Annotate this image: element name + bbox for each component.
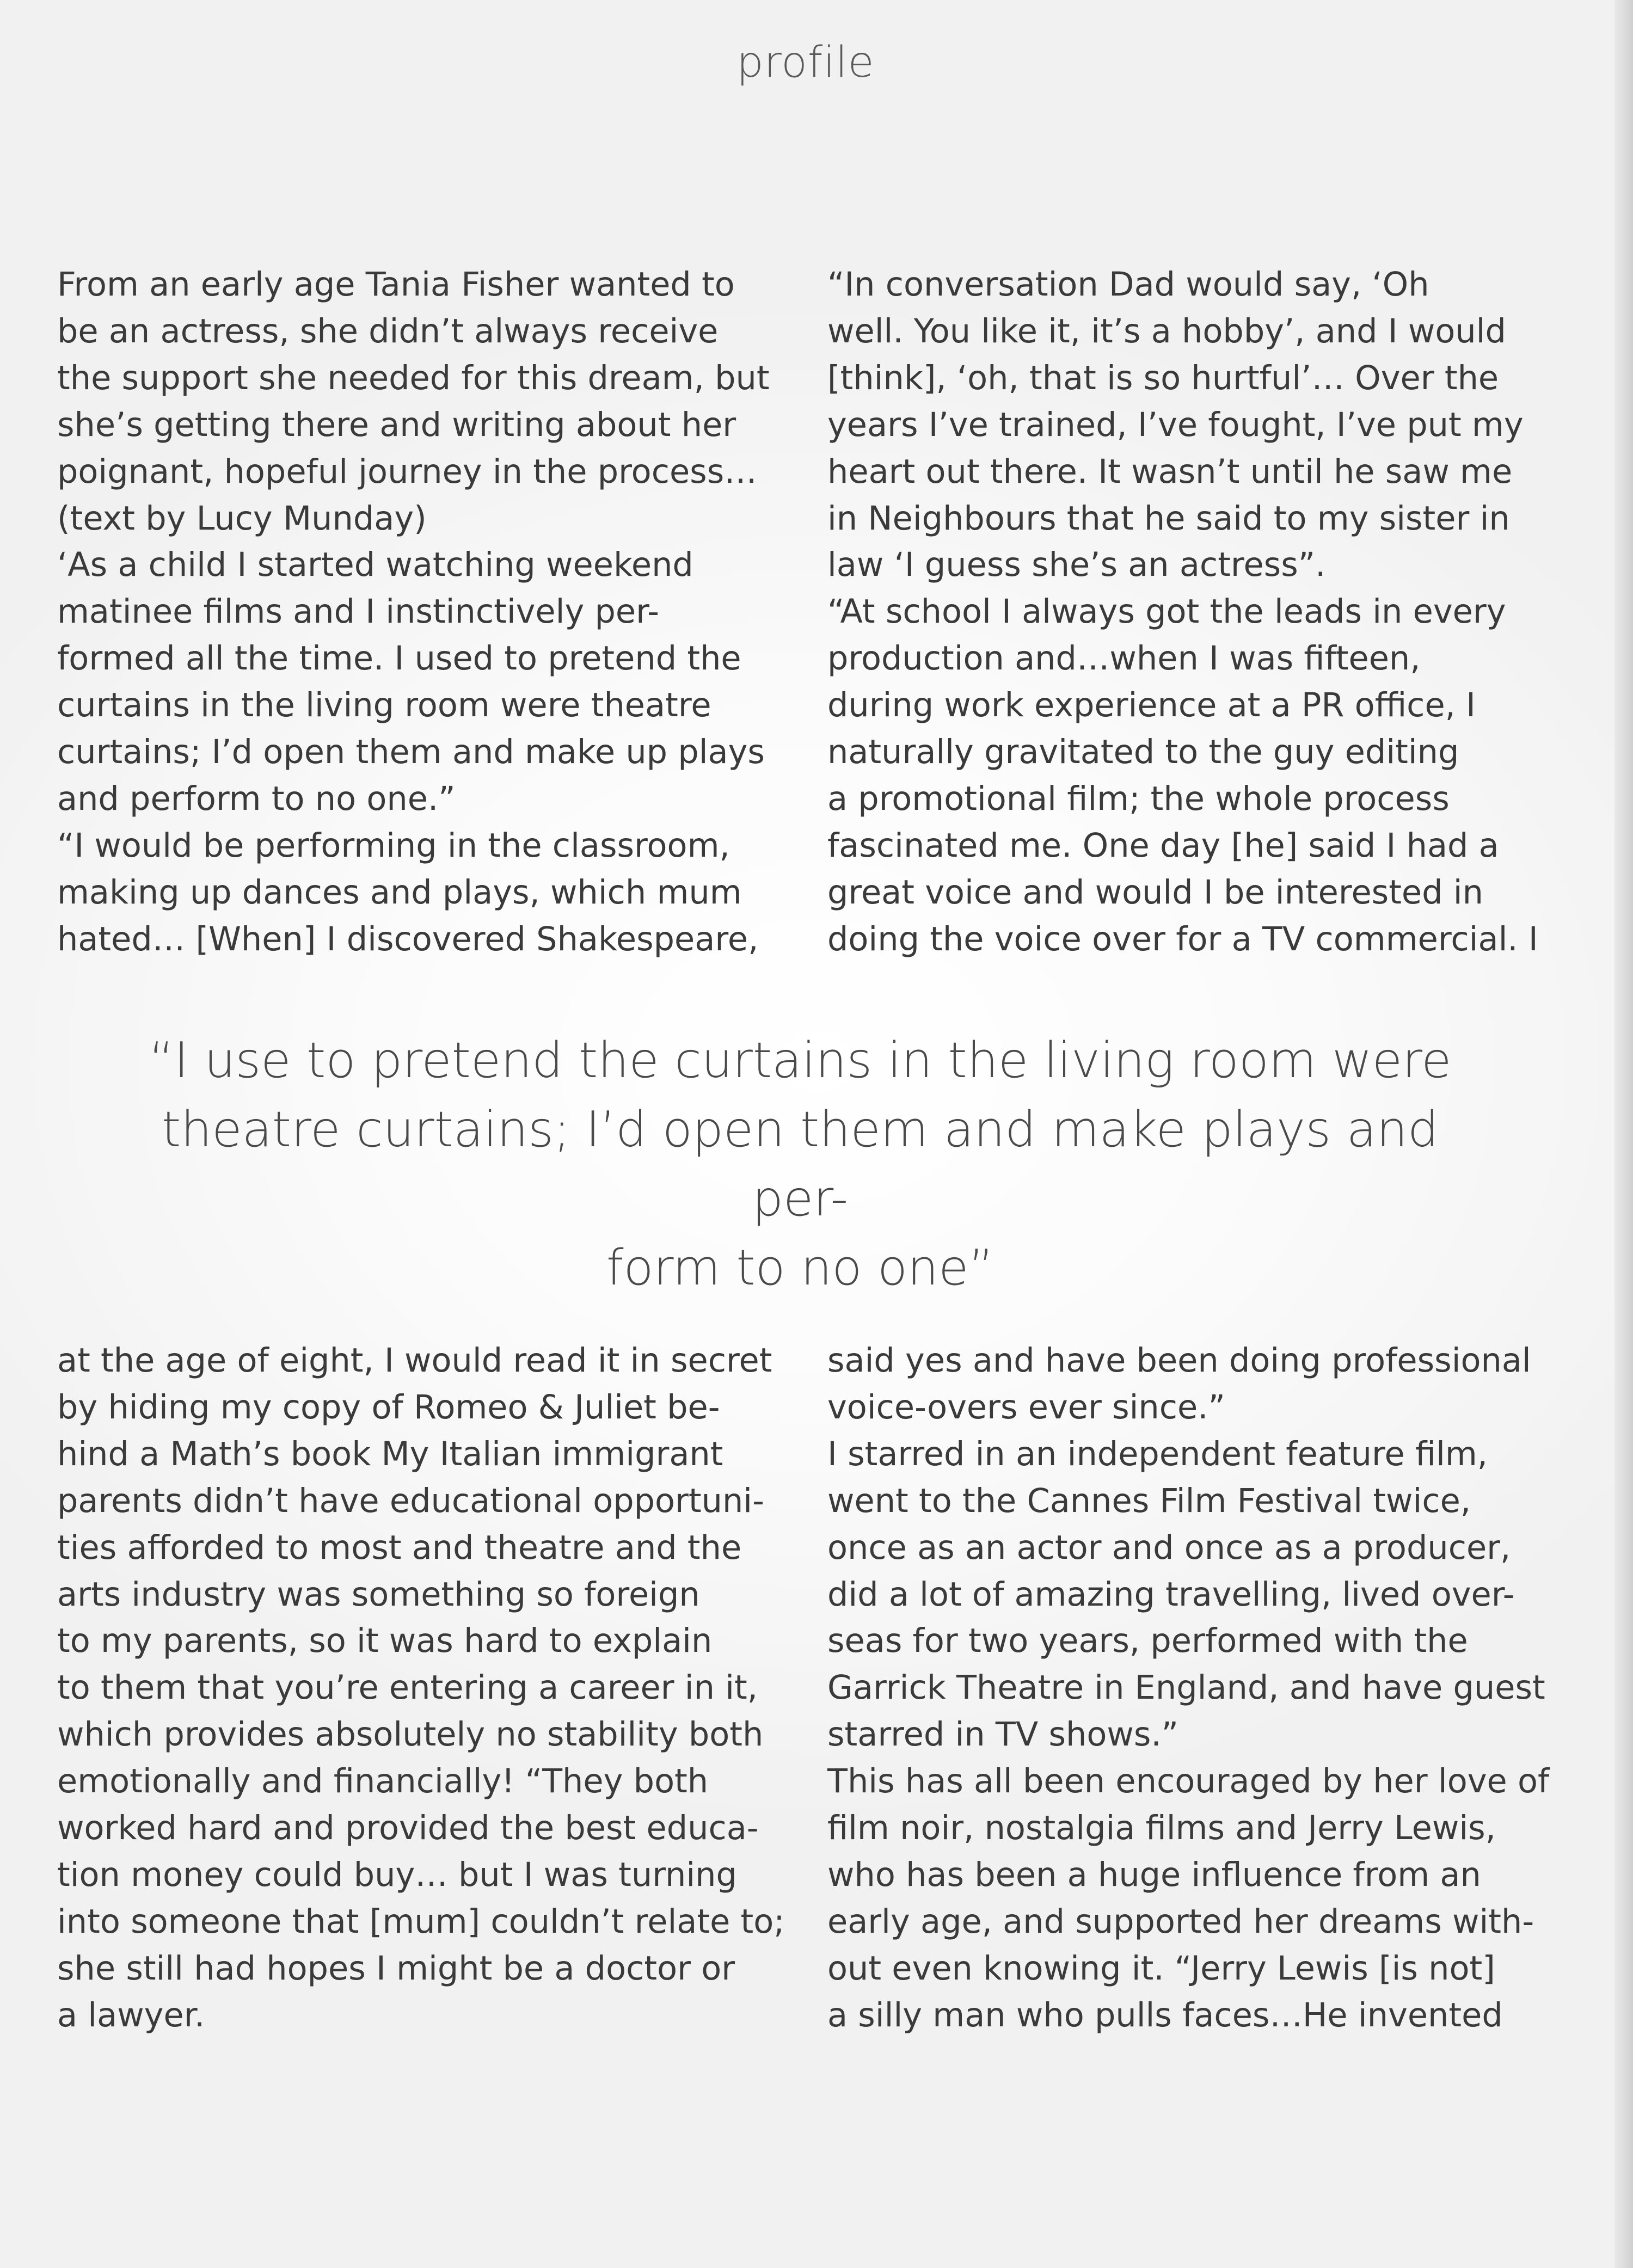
pull-quote: “I use to pretend the curtains in the living room were theatre curtains; I’d open them and make plays and per- form to no one”	[149, 1032, 1452, 1296]
article-column-2: “In conversation Dad would say, ‘Oh well. You like it, it’s a hobby’, and I would [think], ‘oh, that is so hurtful’… Over the years I’ve trained, I’ve fought, I’ve put my heart out there. It wasn’t until he saw me in Neighbours that he said to my sister in law ‘I guess she’s an actress”. “At school I always got the leads in every production and…when I was fifteen, during work experience at a PR office, I naturally gravitated to the guy editing a promotional film; the whole process fascinated me. One day [he] said I had a great voice and would I be interested in doing the voice over for a TV commercial. I	[827, 266, 1538, 958]
section-label: profile	[736, 38, 875, 87]
article-column-3: at the age of eight, I would read it in secret by hiding my copy of Romeo & Juliet be- hind a Math’s book My Italian immigrant parents didn’t have educational opportuni- ties afforded to most and theatre and the arts industry was something so foreign to my parents, so it was hard to explain to them that you’re entering a career in it, which provides absolutely no stability both emotionally and financially! “They both worked hard and provided the best educa- tion money could buy… but I was turning into someone that [mum] couldn’t relate to; she still had hopes I might be a doctor or a lawyer.	[57, 1342, 785, 2035]
article-column-1: From an early age Tania Fisher wanted to be an actress, she didn’t always receive the support she needed for this dream, but she’s getting there and writing about her poignant, hopeful journey in the process… (text by Lucy Munday) ‘As a child I started watching weekend matinee films and I instinctively per- formed all the time. I used to pretend the curtains in the living room were theatre curtains; I’d open them and make up plays and perform to no one.” “I would be performing in the classroom, making up dances and plays, which mum hated… [When] I discovered Shakespeare,	[57, 266, 770, 958]
page-edge-shadow	[1614, 0, 1633, 2268]
article-column-4: said yes and have been doing professional voice-overs ever since.” I starred in an independent feature film, went to the Cannes Film Festival twice, once as an actor and once as a producer, did a lot of amazing travelling, lived over- seas for two years, performed with the Garrick Theatre in England, and have guest starred in TV shows.” This has all been encouraged by her love of film noir, nostalgia films and Jerry Lewis, who has been a huge influence from an early age, and supported her dreams with- out even knowing it. “Jerry Lewis [is not] a silly man who pulls faces…He invented	[827, 1342, 1550, 2035]
